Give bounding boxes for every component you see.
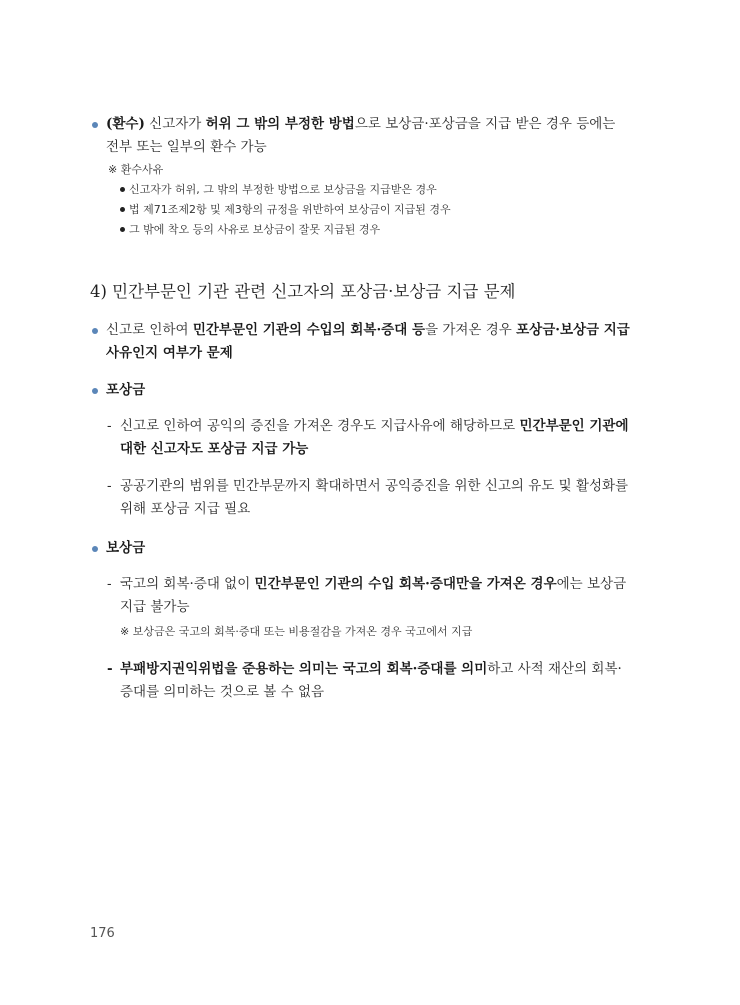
bullet-dot-icon <box>120 227 125 232</box>
bullet-dot-icon <box>92 328 98 334</box>
bullet-refund-line1: (환수) 신고자가 허위 그 밖의 부정한 방법으로 보상금·포상금을 지급 받은 경우 등에는 <box>106 116 616 132</box>
dash-item-line2: 지급 불가능 <box>120 599 190 615</box>
bullet-reward-label: 포상금 <box>106 382 146 398</box>
note-item: 법 제71조제2항 및 제3항의 규정을 위반하여 보상금이 지급된 경우 <box>120 200 451 220</box>
note-item: 그 밖에 착오 등의 사유로 보상금이 잘못 지급된 경우 <box>120 220 380 240</box>
dash-item-line2: 위해 포상금 지급 필요 <box>120 501 251 517</box>
dash-marker: - <box>107 478 112 494</box>
note-text: ※ 보상금은 국고의 회복·증대 또는 비용절감을 가져온 경우 국고에서 지급 <box>120 625 473 638</box>
note-title: ※ 환수사유 <box>108 163 164 176</box>
bullet-dot-icon <box>92 388 98 394</box>
note-item: 신고자가 허위, 그 밖의 부정한 방법으로 보상금을 지급받은 경우 <box>120 180 437 200</box>
refund-label: (환수) <box>106 116 145 132</box>
dash-marker: - <box>107 576 112 592</box>
bullet-issue-line1: 신고로 인하여 민간부문인 기관의 수입의 회복·증대 등을 가져온 경우 포상금·보상금 지급 <box>106 322 630 338</box>
bullet-dot-icon <box>92 546 98 552</box>
bullet-refund-line2: 전부 또는 일부의 환수 가능 <box>106 139 267 155</box>
dash-item-line1: 공공기관의 범위를 민간부문까지 확대하면서 공익증진을 위한 신고의 유도 및 활성화를 <box>120 478 629 494</box>
section-heading: 4) 민간부문인 기관 관련 신고자의 포상금·보상금 지급 문제 <box>90 282 516 301</box>
bullet-dot-icon <box>120 187 125 192</box>
dash-item-line1: 부패방지권익위법을 준용하는 의미는 국고의 회복·증대를 의미하고 사적 재산의 회복· <box>120 661 622 677</box>
bullet-dot-icon <box>92 122 98 128</box>
page-number: 176 <box>90 926 115 941</box>
dash-item-line1: 신고로 인하여 공익의 증진을 가져온 경우도 지급사유에 해당하므로 민간부문인 기관에 <box>120 418 629 434</box>
dash-item-line1: 국고의 회복·증대 없이 민간부문인 기관의 수입 회복·증대만을 가져온 경우에는 보상금 <box>120 576 627 592</box>
dash-marker: - <box>107 661 113 677</box>
dash-item-line2: 증대를 의미하는 것으로 볼 수 없음 <box>120 684 325 700</box>
bullet-dot-icon <box>120 207 125 212</box>
bullet-issue-line2: 사유인지 여부가 문제 <box>106 345 233 361</box>
dash-item-line2: 대한 신고자도 포상금 지급 가능 <box>120 441 309 457</box>
dash-marker: - <box>107 418 112 434</box>
bullet-compensation-label: 보상금 <box>106 540 146 556</box>
